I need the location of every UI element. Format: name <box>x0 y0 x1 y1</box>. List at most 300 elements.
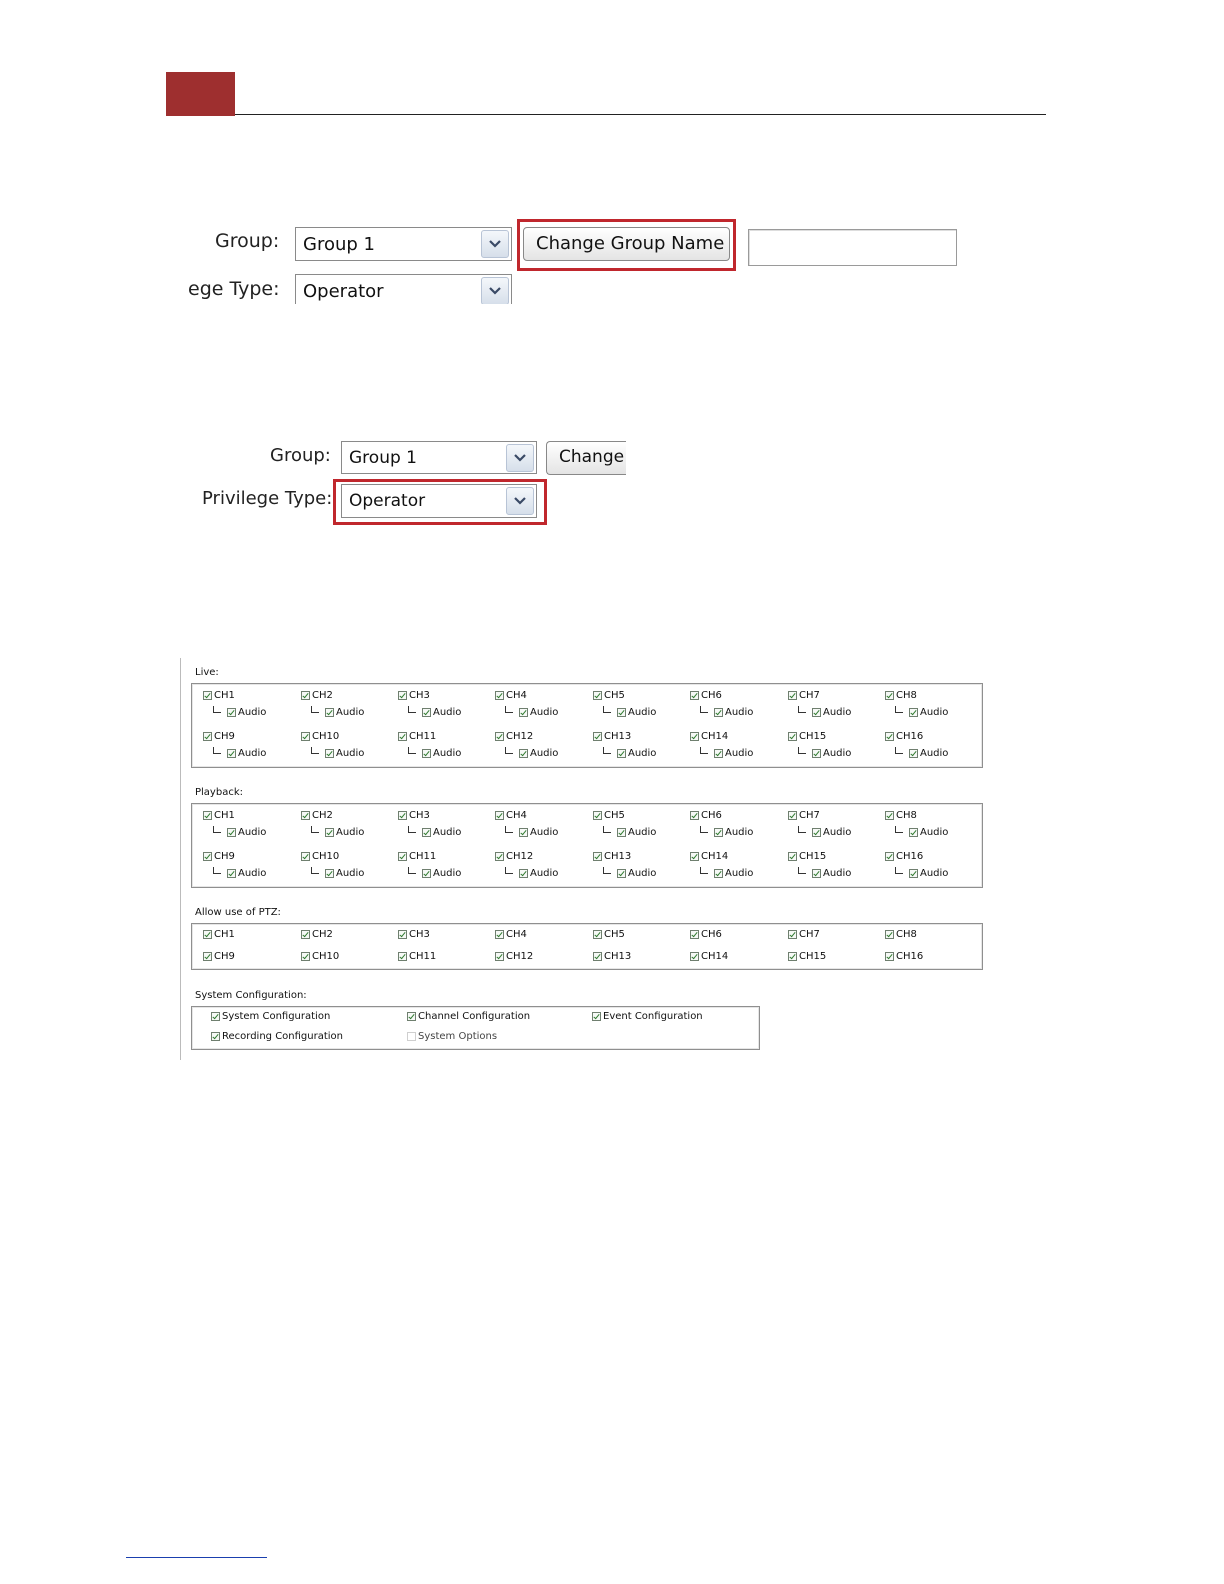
header-rule <box>235 114 1046 115</box>
tree-connector-icon <box>895 706 903 713</box>
checkbox-label: CH16 <box>896 731 924 742</box>
group-select[interactable] <box>341 441 537 474</box>
system-option-system-configuration-checkbox[interactable] <box>211 1011 330 1022</box>
checkbox[interactable] <box>617 708 626 717</box>
checkbox-label: Audio <box>725 748 754 759</box>
checkbox[interactable] <box>617 749 626 758</box>
checkbox[interactable] <box>519 828 528 837</box>
checkbox[interactable] <box>592 1012 601 1021</box>
playback-ch3-audio-checkbox[interactable] <box>408 827 461 838</box>
checkbox[interactable] <box>227 708 236 717</box>
live-ch2-audio-checkbox[interactable] <box>311 707 364 718</box>
checkbox-label: CH8 <box>896 929 917 940</box>
checkbox[interactable] <box>325 708 334 717</box>
live-ch3-audio-checkbox[interactable] <box>408 707 461 718</box>
live-section-title: Live: <box>195 667 219 678</box>
checkbox[interactable] <box>885 930 894 939</box>
checkbox[interactable] <box>812 869 821 878</box>
system-section-title: System Configuration: <box>195 990 307 1001</box>
chevron-down-icon[interactable] <box>481 230 509 258</box>
checkbox-label: CH6 <box>701 929 722 940</box>
checkbox[interactable] <box>519 869 528 878</box>
checkbox[interactable] <box>812 708 821 717</box>
tree-connector-icon <box>505 867 513 874</box>
checkbox-label: Audio <box>920 868 949 879</box>
checkbox-label: CH3 <box>409 929 430 940</box>
group-select[interactable] <box>295 227 512 261</box>
tree-connector-icon <box>213 747 221 754</box>
checkbox[interactable] <box>398 930 407 939</box>
checkbox-label: CH6 <box>701 690 722 701</box>
playback-ch7-audio-checkbox[interactable] <box>798 827 851 838</box>
checkbox-label: CH3 <box>409 810 430 821</box>
live-ch3-checkbox[interactable] <box>398 690 430 701</box>
checkbox[interactable] <box>301 852 310 861</box>
ptz-ch5-checkbox[interactable] <box>593 929 625 940</box>
privilege-type-value: Operator <box>303 281 384 302</box>
checkbox[interactable] <box>714 828 723 837</box>
checkbox-label: Audio <box>530 748 559 759</box>
live-ch15-audio-checkbox[interactable] <box>798 748 851 759</box>
checkbox[interactable] <box>788 691 797 700</box>
checkbox[interactable] <box>398 852 407 861</box>
live-ch6-audio-checkbox[interactable] <box>700 707 753 718</box>
live-ch14-checkbox[interactable] <box>690 731 728 742</box>
live-ch8-checkbox[interactable] <box>885 690 917 701</box>
checkbox[interactable] <box>714 708 723 717</box>
tree-connector-icon <box>603 867 611 874</box>
checkbox-label: Audio <box>433 827 462 838</box>
system-option-channel-configuration-checkbox[interactable] <box>407 1011 530 1022</box>
checkbox[interactable] <box>593 952 602 961</box>
live-ch5-audio-checkbox[interactable] <box>603 707 656 718</box>
checkbox-label: CH14 <box>701 951 729 962</box>
live-ch13-checkbox[interactable] <box>593 731 631 742</box>
checkbox-label: Audio <box>336 707 365 718</box>
playback-ch8-checkbox[interactable] <box>885 810 917 821</box>
tree-connector-icon <box>408 706 416 713</box>
system-option-event-configuration-checkbox[interactable] <box>592 1011 703 1022</box>
checkbox[interactable] <box>211 1032 220 1041</box>
checkbox-label: CH9 <box>214 851 235 862</box>
live-ch10-checkbox[interactable] <box>301 731 339 742</box>
checkbox[interactable] <box>885 691 894 700</box>
tree-connector-icon <box>895 747 903 754</box>
ptz-ch14-checkbox[interactable] <box>690 951 728 962</box>
ptz-ch11-checkbox[interactable] <box>398 951 436 962</box>
playback-ch1-checkbox[interactable] <box>203 810 235 821</box>
checkbox-label: CH8 <box>896 690 917 701</box>
ptz-ch15-checkbox[interactable] <box>788 951 826 962</box>
tree-connector-icon <box>311 867 319 874</box>
checkbox[interactable] <box>909 869 918 878</box>
tree-connector-icon <box>311 826 319 833</box>
live-ch11-checkbox[interactable] <box>398 731 436 742</box>
chevron-down-icon[interactable] <box>506 487 534 515</box>
checkbox[interactable] <box>325 749 334 758</box>
checkbox-label: Audio <box>725 827 754 838</box>
playback-ch3-checkbox[interactable] <box>398 810 430 821</box>
tree-connector-icon <box>700 867 708 874</box>
privilege-type-value: Operator <box>349 491 426 511</box>
live-ch7-checkbox[interactable] <box>788 690 820 701</box>
playback-ch1-audio-checkbox[interactable] <box>213 827 266 838</box>
checkbox[interactable] <box>690 691 699 700</box>
tree-connector-icon <box>895 867 903 874</box>
playback-ch11-checkbox[interactable] <box>398 851 436 862</box>
tree-connector-icon <box>311 706 319 713</box>
checkbox[interactable] <box>909 708 918 717</box>
tree-connector-icon <box>213 706 221 713</box>
checkbox-label: CH2 <box>312 690 333 701</box>
checkbox[interactable] <box>398 732 407 741</box>
ptz-ch13-checkbox[interactable] <box>593 951 631 962</box>
checkbox-label: CH13 <box>604 731 632 742</box>
checkbox[interactable] <box>495 732 504 741</box>
checkbox-label: CH5 <box>604 929 625 940</box>
checkbox-label: Audio <box>336 827 365 838</box>
checkbox[interactable] <box>495 811 504 820</box>
live-ch12-audio-checkbox[interactable] <box>505 748 558 759</box>
checkbox[interactable] <box>203 930 212 939</box>
tree-connector-icon <box>798 826 806 833</box>
playback-ch6-audio-checkbox[interactable] <box>700 827 753 838</box>
checkbox-label: CH14 <box>701 731 729 742</box>
group-name-input[interactable] <box>748 229 957 266</box>
checkbox[interactable] <box>227 749 236 758</box>
checkbox-label: Audio <box>823 827 852 838</box>
tree-connector-icon <box>700 706 708 713</box>
checkbox[interactable] <box>714 869 723 878</box>
checkbox[interactable] <box>227 869 236 878</box>
playback-ch5-checkbox[interactable] <box>593 810 625 821</box>
tree-connector-icon <box>603 706 611 713</box>
checkbox[interactable] <box>203 691 212 700</box>
checkbox-label: System Options <box>418 1031 498 1042</box>
ptz-ch9-checkbox[interactable] <box>203 951 235 962</box>
change-group-name-button[interactable]: Change <box>546 441 626 475</box>
checkbox-label: Audio <box>823 707 852 718</box>
checkbox-label: CH11 <box>409 731 437 742</box>
checkbox[interactable] <box>227 828 236 837</box>
checkbox[interactable] <box>301 691 310 700</box>
system-option-system-options-checkbox[interactable] <box>407 1031 497 1042</box>
checkbox[interactable] <box>301 952 310 961</box>
tree-connector-icon <box>603 747 611 754</box>
checkbox-label: Audio <box>920 707 949 718</box>
checkbox[interactable] <box>593 852 602 861</box>
checkbox-label: CH5 <box>604 810 625 821</box>
live-ch8-audio-checkbox[interactable] <box>895 707 948 718</box>
checkbox[interactable] <box>593 691 602 700</box>
checkbox[interactable] <box>593 811 602 820</box>
checkbox-label: CH6 <box>701 810 722 821</box>
privilege-type-label: ege Type: <box>188 278 280 300</box>
checkbox[interactable] <box>885 811 894 820</box>
checkbox[interactable] <box>203 732 212 741</box>
checkbox[interactable] <box>788 811 797 820</box>
live-ch5-checkbox[interactable] <box>593 690 625 701</box>
playback-ch12-audio-checkbox[interactable] <box>505 868 558 879</box>
ptz-ch3-checkbox[interactable] <box>398 929 430 940</box>
checkbox-label: Audio <box>530 707 559 718</box>
live-ch2-checkbox[interactable] <box>301 690 333 701</box>
playback-ch8-audio-checkbox[interactable] <box>895 827 948 838</box>
checkbox-label: Event Configuration <box>603 1011 703 1022</box>
checkbox-label: CH2 <box>312 929 333 940</box>
checkbox[interactable] <box>325 869 334 878</box>
playback-ch14-checkbox[interactable] <box>690 851 728 862</box>
checkbox-label: Audio <box>823 868 852 879</box>
group-label: Group: <box>215 230 280 252</box>
checkbox-label: Audio <box>725 707 754 718</box>
checkbox[interactable] <box>885 732 894 741</box>
ptz-ch1-checkbox[interactable] <box>203 929 235 940</box>
checkbox-label: Audio <box>628 827 657 838</box>
tree-connector-icon <box>408 826 416 833</box>
playback-ch7-checkbox[interactable] <box>788 810 820 821</box>
checkbox-label: CH10 <box>312 731 340 742</box>
checkbox[interactable] <box>885 952 894 961</box>
checkbox[interactable] <box>690 811 699 820</box>
checkbox-label: Audio <box>920 827 949 838</box>
checkbox-label: CH7 <box>799 690 820 701</box>
checkbox[interactable] <box>325 828 334 837</box>
checkbox[interactable] <box>788 952 797 961</box>
panel-edge <box>180 658 181 1060</box>
live-ch16-checkbox[interactable] <box>885 731 923 742</box>
tree-connector-icon <box>505 826 513 833</box>
checkbox-label: CH1 <box>214 690 235 701</box>
ptz-section-title: Allow use of PTZ: <box>195 907 281 918</box>
playback-ch10-checkbox[interactable] <box>301 851 339 862</box>
checkbox[interactable] <box>495 952 504 961</box>
checkbox[interactable] <box>519 708 528 717</box>
live-ch9-checkbox[interactable] <box>203 731 235 742</box>
checkbox-label: CH9 <box>214 731 235 742</box>
checkbox-label: Audio <box>238 868 267 879</box>
checkbox-label: CH14 <box>701 851 729 862</box>
tree-connector-icon <box>311 747 319 754</box>
playback-ch12-checkbox[interactable] <box>495 851 533 862</box>
playback-ch5-audio-checkbox[interactable] <box>603 827 656 838</box>
checkbox[interactable] <box>398 811 407 820</box>
footer-link-rule <box>126 1557 267 1558</box>
playback-ch10-audio-checkbox[interactable] <box>311 868 364 879</box>
checkbox-label: Audio <box>530 868 559 879</box>
live-ch9-audio-checkbox[interactable] <box>213 748 266 759</box>
checkbox[interactable] <box>203 952 212 961</box>
checkbox-label: CH12 <box>506 731 534 742</box>
system-option-recording-configuration-checkbox[interactable] <box>211 1031 343 1042</box>
ptz-ch10-checkbox[interactable] <box>301 951 339 962</box>
tree-connector-icon <box>213 867 221 874</box>
tree-connector-icon <box>700 826 708 833</box>
checkbox-label: CH1 <box>214 929 235 940</box>
tree-connector-icon <box>603 826 611 833</box>
checkbox-label: Audio <box>628 868 657 879</box>
checkbox-label: CH10 <box>312 951 340 962</box>
live-ch4-checkbox[interactable] <box>495 690 527 701</box>
checkbox-label: Recording Configuration <box>222 1031 344 1042</box>
group-select-value: Group 1 <box>349 448 417 468</box>
checkbox-label: CH5 <box>604 690 625 701</box>
checkbox-label: CH2 <box>312 810 333 821</box>
checkbox[interactable] <box>422 828 431 837</box>
checkbox[interactable] <box>407 1032 416 1041</box>
checkbox-label: Audio <box>433 707 462 718</box>
tree-connector-icon <box>213 826 221 833</box>
checkbox-label: CH10 <box>312 851 340 862</box>
checkbox-label: System Configuration <box>222 1011 331 1022</box>
checkbox[interactable] <box>617 869 626 878</box>
checkbox[interactable] <box>203 811 212 820</box>
live-ch4-audio-checkbox[interactable] <box>505 707 558 718</box>
chevron-down-icon[interactable] <box>506 444 534 472</box>
checkbox[interactable] <box>203 852 212 861</box>
checkbox-label: Audio <box>725 868 754 879</box>
playback-ch15-checkbox[interactable] <box>788 851 826 862</box>
live-ch6-checkbox[interactable] <box>690 690 722 701</box>
live-ch13-audio-checkbox[interactable] <box>603 748 656 759</box>
tree-connector-icon <box>798 867 806 874</box>
checkbox-label: CH4 <box>506 810 527 821</box>
group-select-value: Group 1 <box>303 234 375 255</box>
checkbox-label: CH16 <box>896 951 924 962</box>
checkbox-label: CH9 <box>214 951 235 962</box>
ptz-ch7-checkbox[interactable] <box>788 929 820 940</box>
playback-ch9-audio-checkbox[interactable] <box>213 868 266 879</box>
ptz-ch8-checkbox[interactable] <box>885 929 917 940</box>
checkbox[interactable] <box>301 732 310 741</box>
checkbox-label: CH3 <box>409 690 430 701</box>
checkbox[interactable] <box>788 930 797 939</box>
live-ch1-checkbox[interactable] <box>203 690 235 701</box>
checkbox[interactable] <box>812 828 821 837</box>
checkbox-label: Audio <box>336 868 365 879</box>
ptz-ch6-checkbox[interactable] <box>690 929 722 940</box>
checkbox[interactable] <box>519 749 528 758</box>
checkbox[interactable] <box>593 930 602 939</box>
checkbox[interactable] <box>407 1012 416 1021</box>
checkbox[interactable] <box>885 852 894 861</box>
checkbox[interactable] <box>788 732 797 741</box>
tree-connector-icon <box>895 826 903 833</box>
checkbox-label: CH12 <box>506 951 534 962</box>
playback-ch6-checkbox[interactable] <box>690 810 722 821</box>
checkbox[interactable] <box>211 1012 220 1021</box>
checkbox-label: CH11 <box>409 951 437 962</box>
checkbox[interactable] <box>788 852 797 861</box>
tree-connector-icon <box>798 706 806 713</box>
checkbox[interactable] <box>690 930 699 939</box>
live-ch12-checkbox[interactable] <box>495 731 533 742</box>
checkbox[interactable] <box>301 811 310 820</box>
playback-ch4-checkbox[interactable] <box>495 810 527 821</box>
checkbox-label: Audio <box>433 868 462 879</box>
playback-ch16-audio-checkbox[interactable] <box>895 868 948 879</box>
checkbox[interactable] <box>812 749 821 758</box>
checkbox-label: CH4 <box>506 929 527 940</box>
live-ch7-audio-checkbox[interactable] <box>798 707 851 718</box>
checkbox-label: CH13 <box>604 851 632 862</box>
checkbox-label: Audio <box>433 748 462 759</box>
tree-connector-icon <box>408 747 416 754</box>
ptz-ch4-checkbox[interactable] <box>495 929 527 940</box>
checkbox[interactable] <box>422 708 431 717</box>
checkbox-label: CH8 <box>896 810 917 821</box>
checkbox-label: Audio <box>530 827 559 838</box>
privilege-type-select[interactable] <box>341 484 537 518</box>
checkbox[interactable] <box>593 732 602 741</box>
playback-ch13-checkbox[interactable] <box>593 851 631 862</box>
tree-connector-icon <box>505 706 513 713</box>
privilege-type-select[interactable] <box>295 274 512 304</box>
checkbox[interactable] <box>909 828 918 837</box>
checkbox[interactable] <box>714 749 723 758</box>
checkbox[interactable] <box>495 930 504 939</box>
live-ch1-audio-checkbox[interactable] <box>213 707 266 718</box>
checkbox[interactable] <box>690 852 699 861</box>
checkbox[interactable] <box>398 691 407 700</box>
checkbox-label: CH12 <box>506 851 534 862</box>
checkbox[interactable] <box>422 869 431 878</box>
playback-ch11-audio-checkbox[interactable] <box>408 868 461 879</box>
checkbox-label: Audio <box>628 748 657 759</box>
checkbox[interactable] <box>301 930 310 939</box>
ptz-ch12-checkbox[interactable] <box>495 951 533 962</box>
checkbox-label: CH7 <box>799 929 820 940</box>
checkbox[interactable] <box>422 749 431 758</box>
checkbox[interactable] <box>495 852 504 861</box>
checkbox-label: Audio <box>920 748 949 759</box>
playback-ch14-audio-checkbox[interactable] <box>700 868 753 879</box>
checkbox[interactable] <box>909 749 918 758</box>
live-ch15-checkbox[interactable] <box>788 731 826 742</box>
ptz-ch16-checkbox[interactable] <box>885 951 923 962</box>
checkbox-label: Audio <box>238 827 267 838</box>
live-ch10-audio-checkbox[interactable] <box>311 748 364 759</box>
checkbox[interactable] <box>398 952 407 961</box>
change-group-name-button[interactable]: Change Group Name <box>523 227 730 261</box>
checkbox-label: Audio <box>823 748 852 759</box>
checkbox[interactable] <box>495 691 504 700</box>
playback-ch13-audio-checkbox[interactable] <box>603 868 656 879</box>
checkbox-label: Audio <box>238 748 267 759</box>
playback-section-title: Playback: <box>195 787 243 798</box>
playback-ch2-checkbox[interactable] <box>301 810 333 821</box>
checkbox[interactable] <box>690 732 699 741</box>
checkbox-label: CH15 <box>799 851 827 862</box>
live-ch16-audio-checkbox[interactable] <box>895 748 948 759</box>
privilege-type-label: Privilege Type: <box>202 488 333 509</box>
playback-ch2-audio-checkbox[interactable] <box>311 827 364 838</box>
playback-ch15-audio-checkbox[interactable] <box>798 868 851 879</box>
playback-ch4-audio-checkbox[interactable] <box>505 827 558 838</box>
live-ch14-audio-checkbox[interactable] <box>700 748 753 759</box>
checkbox[interactable] <box>690 952 699 961</box>
checkbox-label: CH7 <box>799 810 820 821</box>
playback-ch9-checkbox[interactable] <box>203 851 235 862</box>
tree-connector-icon <box>408 867 416 874</box>
playback-ch16-checkbox[interactable] <box>885 851 923 862</box>
ptz-ch2-checkbox[interactable] <box>301 929 333 940</box>
tree-connector-icon <box>798 747 806 754</box>
live-ch11-audio-checkbox[interactable] <box>408 748 461 759</box>
chevron-down-icon[interactable] <box>481 277 509 304</box>
checkbox-label: CH13 <box>604 951 632 962</box>
checkbox[interactable] <box>617 828 626 837</box>
